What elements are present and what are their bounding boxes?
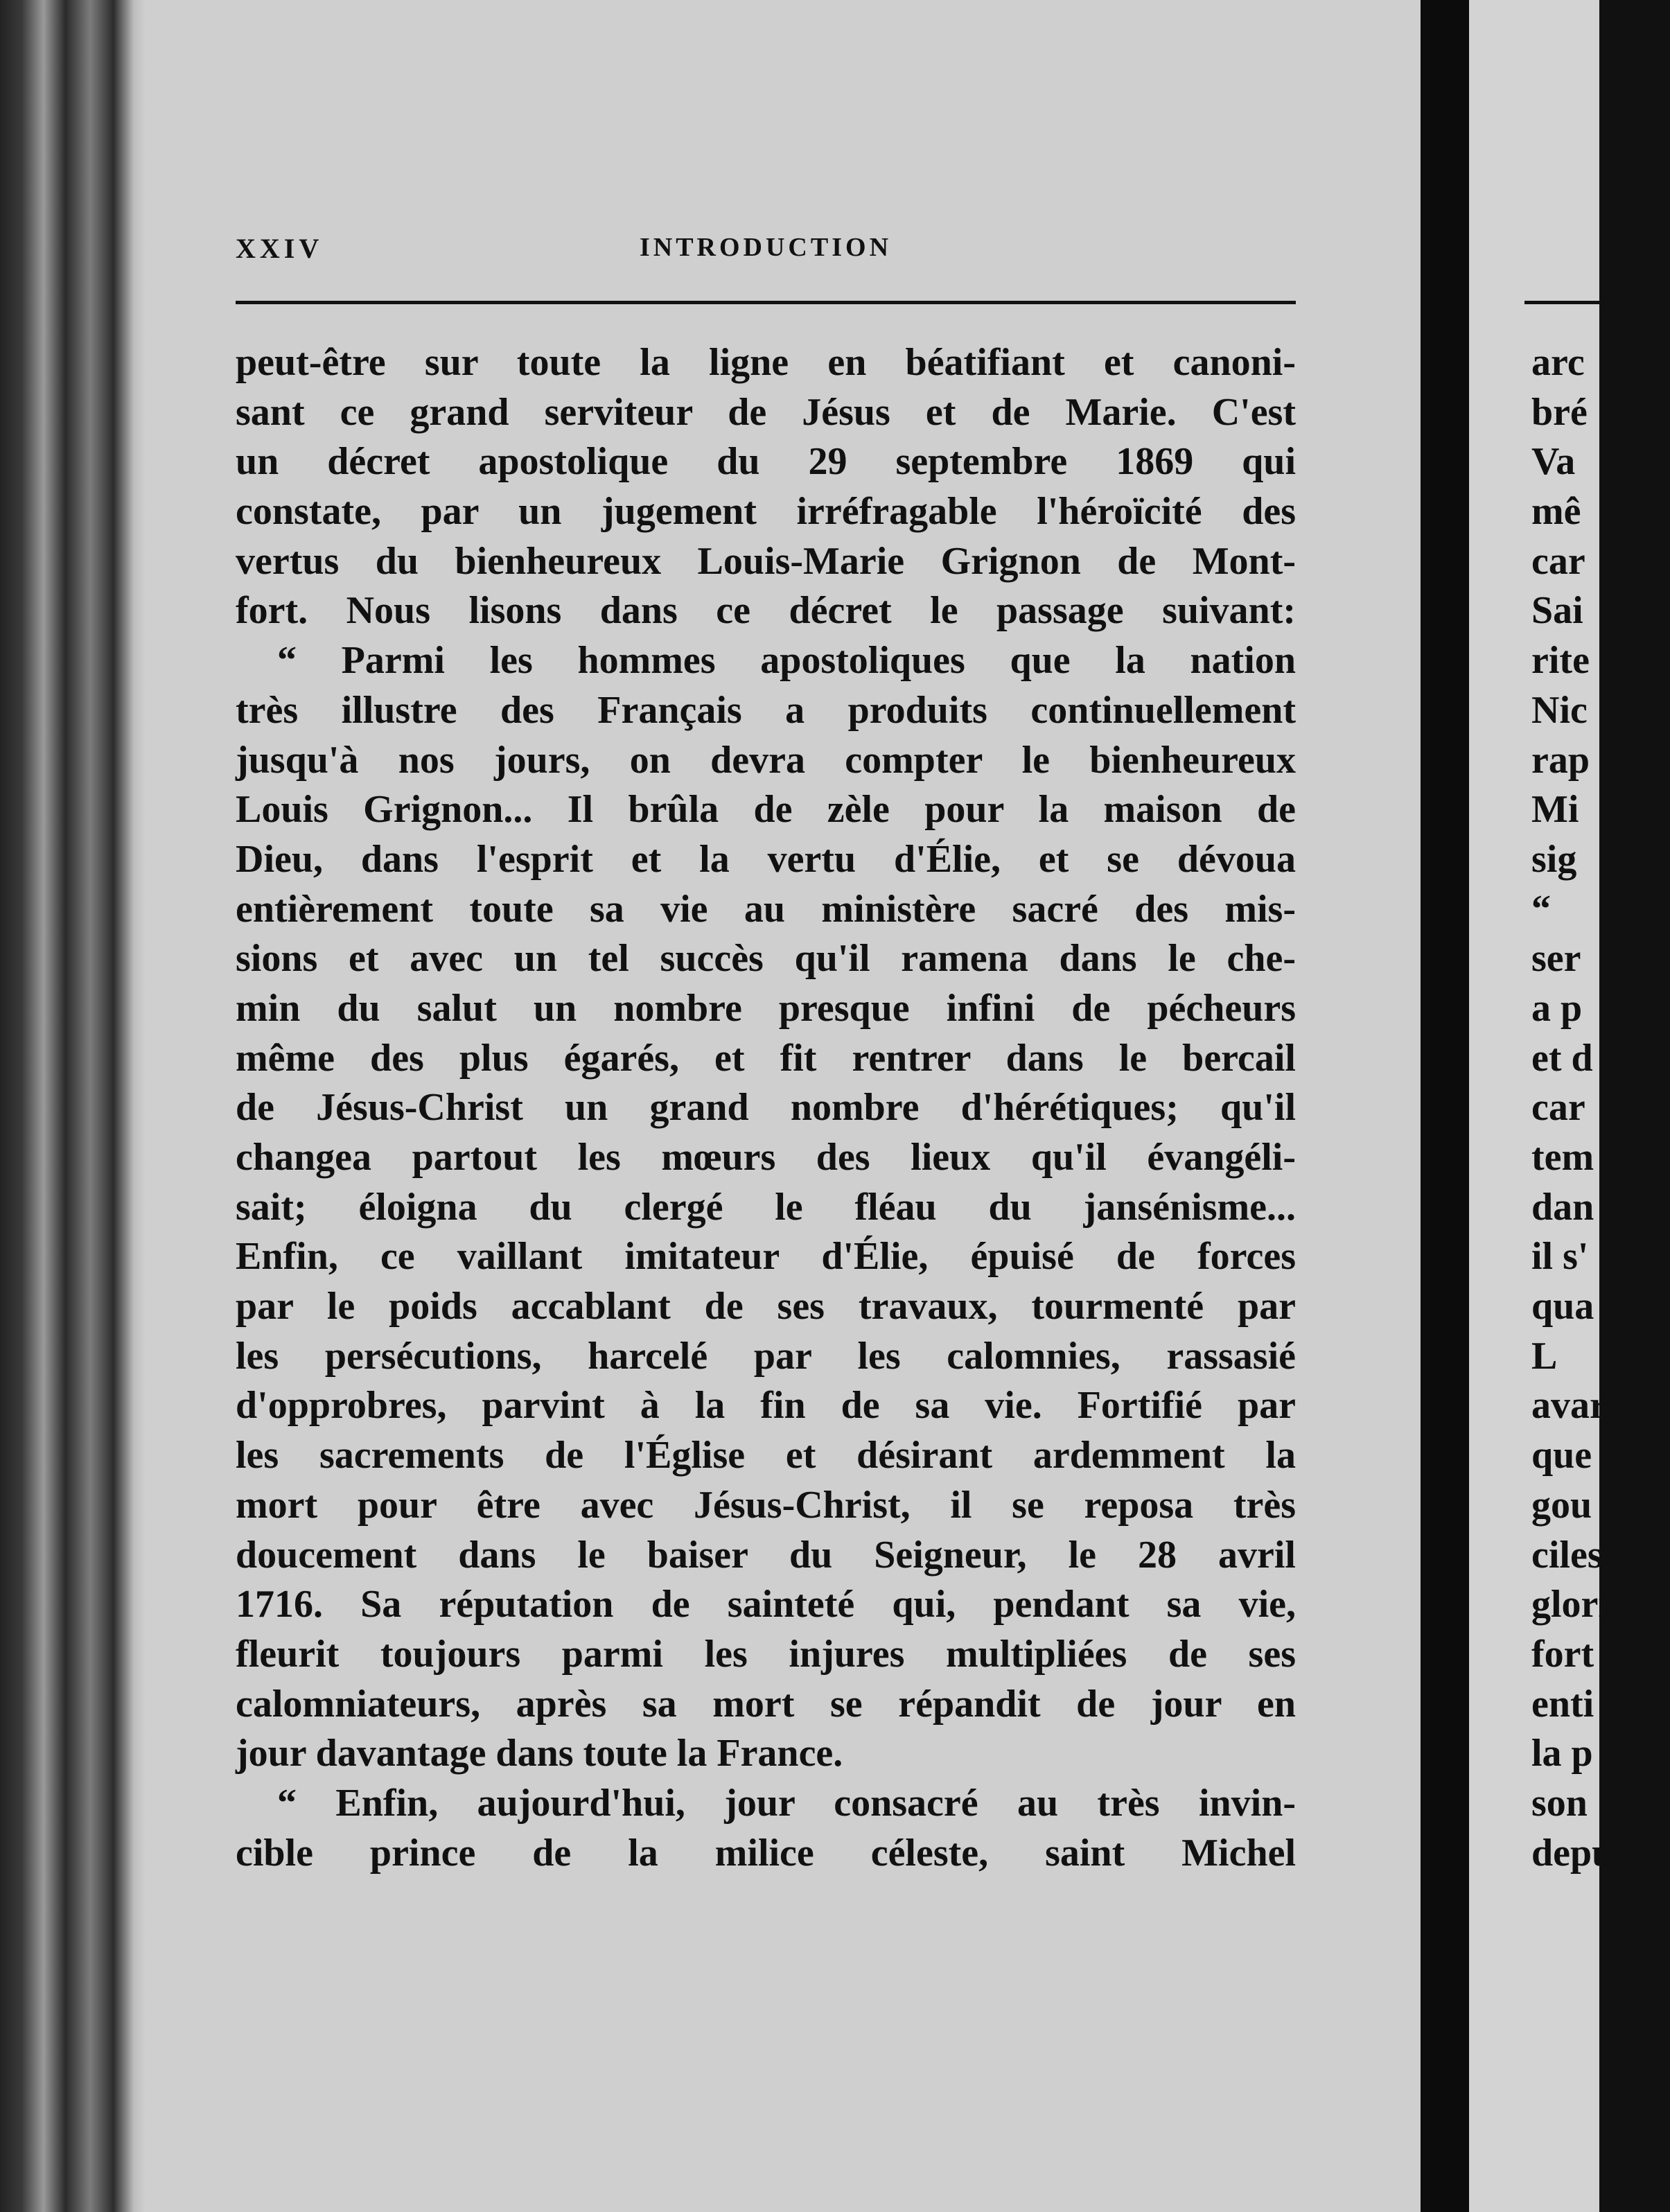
text-fragment: il s' <box>1531 1235 1589 1279</box>
text-fragment: gou <box>1531 1483 1592 1527</box>
text-fragment: arc <box>1531 341 1585 384</box>
right-page-text <box>1531 338 1670 1878</box>
text-fragment: mê <box>1531 490 1581 534</box>
text-line: fort. Nous lisons dans ce décret le passage suivant: <box>236 589 1296 633</box>
text-line: mort pour être avec Jésus-Christ, il se reposa très <box>236 1483 1296 1527</box>
text-line: vertus du bienheureux Louis-Marie Grignon de Mont- <box>236 539 1296 583</box>
text-line: par le poids accablant de ses travaux, tourmenté par <box>236 1285 1296 1328</box>
text-line: les persécutions, harcelé par les calomnies, rassasié <box>236 1334 1296 1378</box>
text-line: constate, par un jugement irréfragable l'héroïcité des <box>236 490 1296 534</box>
text-line: jour davantage dans toute la France. <box>236 1732 843 1775</box>
text-fragment: car <box>1531 1086 1585 1130</box>
text-line: “ Enfin, aujourd'hui, jour consacré au très invin- <box>277 1781 1296 1825</box>
text-fragment: rite <box>1531 639 1590 683</box>
text-fragment: qua <box>1531 1285 1594 1328</box>
text-fragment: avar <box>1531 1384 1607 1428</box>
text-fragment: L <box>1531 1334 1558 1378</box>
text-fragment: la p <box>1531 1732 1593 1775</box>
text-line: Enfin, ce vaillant imitateur d'Élie, épuisé de forces <box>236 1235 1296 1279</box>
text-line: min du salut un nombre presque infini de pécheurs <box>236 986 1296 1030</box>
text-fragment: son <box>1531 1781 1588 1825</box>
body-text <box>236 338 1296 1878</box>
text-line: “ Parmi les hommes apostoliques que la nation <box>277 639 1296 683</box>
text-line: cible prince de la milice céleste, saint Michel <box>236 1831 1296 1875</box>
text-line: peut-être sur toute la ligne en béatifiant et canoni- <box>236 341 1296 384</box>
text-fragment: fort <box>1531 1632 1594 1676</box>
text-fragment: tem <box>1531 1136 1594 1179</box>
text-fragment: a p <box>1531 986 1583 1030</box>
running-head: INTRODUCTION <box>639 233 893 262</box>
text-line: Dieu, dans l'esprit et la vertu d'Élie, et se dévoua <box>236 837 1296 881</box>
text-fragment: et d <box>1531 1036 1593 1080</box>
text-line: de Jésus-Christ un grand nombre d'hérétiques; qu'il <box>236 1086 1296 1130</box>
text-line: 1716. Sa réputation de sainteté qui, pendant sa vie, <box>236 1583 1296 1626</box>
text-line: Louis Grignon... Il brûla de zèle pour la maison de <box>236 788 1296 832</box>
text-fragment: ciles <box>1531 1533 1603 1577</box>
text-line: très illustre des Français a produits continuellement <box>236 688 1296 732</box>
text-fragment: sig <box>1531 837 1577 881</box>
text-fragment: que <box>1531 1434 1592 1477</box>
text-fragment: “ <box>1531 887 1551 931</box>
text-line: entièrement toute sa vie au ministère sacré des mis- <box>236 887 1296 931</box>
text-fragment: Mi <box>1531 788 1579 832</box>
text-line: un décret apostolique du 29 septembre 1869 qui <box>236 440 1296 484</box>
text-fragment: dan <box>1531 1185 1594 1229</box>
text-line: d'opprobres, parvint à la fin de sa vie. Fortifié par <box>236 1384 1296 1428</box>
text-fragment: Va <box>1531 440 1576 484</box>
header-rule <box>236 301 1296 304</box>
text-line: fleurit toujours parmi les injures multipliées de ses <box>236 1632 1296 1676</box>
text-fragment: Sai <box>1531 589 1583 633</box>
text-line: calomniateurs, après sa mort se répandit de jour en <box>236 1682 1296 1726</box>
text-line: changea partout les mœurs des lieux qu'il évangéli- <box>236 1136 1296 1179</box>
text-line: doucement dans le baiser du Seigneur, le 28 avril <box>236 1533 1296 1577</box>
page-header <box>236 232 1296 281</box>
book-binding-edge <box>0 0 146 2212</box>
text-line: sant ce grand serviteur de Jésus et de Marie. C'est <box>236 390 1296 434</box>
text-line: même des plus égarés, et fit rentrer dans le bercail <box>236 1036 1296 1080</box>
text-line: les sacrements de l'Église et désirant ardemment la <box>236 1434 1296 1477</box>
text-fragment: depu <box>1531 1831 1614 1875</box>
right-header-rule <box>1524 301 1608 304</box>
text-fragment: enti <box>1531 1682 1594 1726</box>
right-page-edge <box>1469 0 1614 2212</box>
text-line: sait; éloigna du clergé le fléau du jansénisme... <box>236 1185 1296 1229</box>
text-fragment: ser <box>1531 937 1581 981</box>
text-line: jusqu'à nos jours, on devra compter le bienheureux <box>236 738 1296 782</box>
text-line: sions et avec un tel succès qu'il ramena dans le che- <box>236 937 1296 981</box>
page-gutter <box>1421 0 1469 2212</box>
text-fragment: glori <box>1531 1583 1609 1626</box>
text-fragment: car <box>1531 539 1585 583</box>
text-fragment: bré <box>1531 390 1588 434</box>
text-fragment: Nic <box>1531 688 1588 732</box>
text-fragment: rap <box>1531 738 1590 782</box>
page-number: XXIV <box>236 233 324 264</box>
